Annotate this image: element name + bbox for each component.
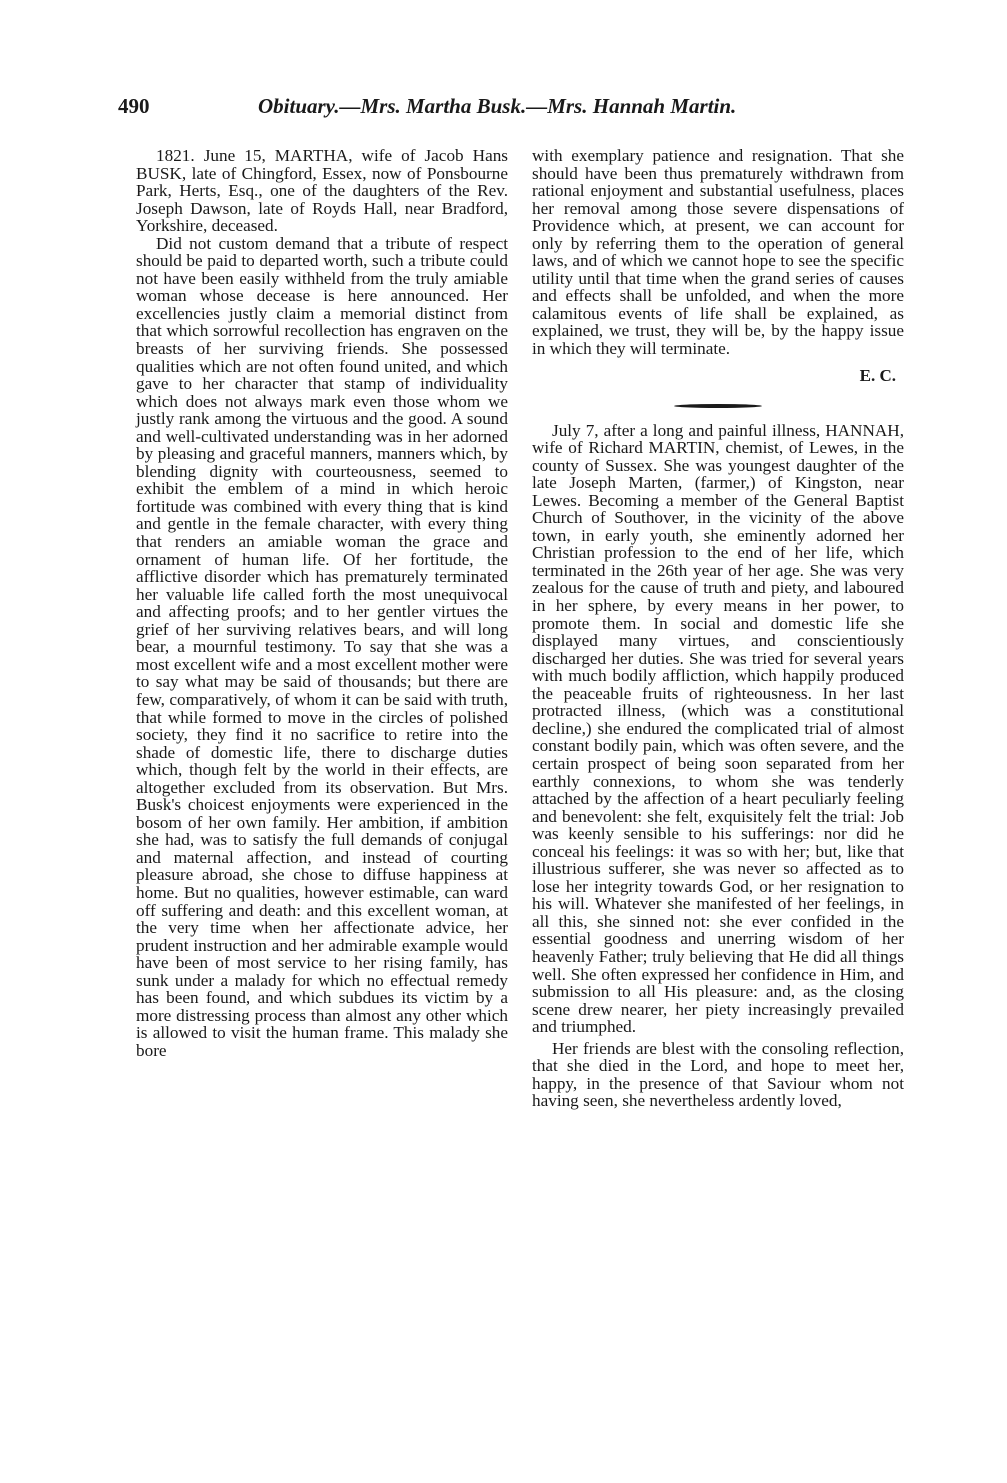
obituary-martin-body: July 7, after a long and painful illness, HANNAH, wife of Richard MARTIN, chemist, of Lewes, in the county of Sussex. She was youngest daughter of the late Joseph Marten, (farmer,) of Kingston, near Lewes. Becoming a member of the General Baptist Church of Southover, in the vicinity of the above town, in early youth, she eminently adorned her Christian profession to the end of her life, which terminated in the 26th year of her age. She was very zealous for the cause of truth and piety, and laboured in her sphere, by every means in her power, to promote them. In social and domestic life she displayed many virtues, and conscientiously discharged her duties. She was tried for several years with much bodily affliction, which happily produced the peaceable fruits of righteousness. In her last protracted illness, (which was a constitutional decline,) she endured the complicated trial of almost constant bodily pain, which was often severe, and the certain prospect of being soon separated from her earthly connexions, to whom she was tenderly attached by the affection of a heart peculiarly feeling and benevolent: she felt, exquisitely felt the trial: Job was keenly sensible to his sufferings: nor did he conceal his feelings: it was so with her; but, like that illustrious sufferer, she was never so affected as to lose her integrity towards God, or her resignation to his will. Whatever she manifested of her feelings, in all this, she sinned not: she ever confided in the essential goodness and unerring wisdom of her heavenly Father; truly believing that He did all things well. She often expressed her confidence in Him, and submission to all His pleasure: and, as the closing scene drew nearer, her piety increasingly prevailed and triumphed. bbox=[532, 420, 904, 1037]
page-number: 490 bbox=[118, 94, 150, 118]
right-column bbox=[532, 147, 904, 1110]
obituary-busk-continued: with exemplary patience and resignation. That she should have been thus prematurely withdrawn from rational enjoyment and substantial usefulness, places her removal among those severe dispensations of Providence which, at present, we can account for only by referring them to the operation of general laws, and of which we cannot hope to see the specific utility until that time when the grand series of causes and effects shall be unfolded, and when the more calamitous events of life shall be explained, as explained, we trust, they will be, by the happy issue in which they will terminate. bbox=[532, 146, 904, 359]
obituary-busk-intro: 1821. June 15, MARTHA, wife of Jacob Hans BUSK, late of Chingford, Essex, now of Ponsbourne Park, Herts, Esq., one of the daughters of the Rev. Joseph Dawson, late of Royds Hall, near Bradford, Yorkshire, deceased. bbox=[136, 146, 508, 236]
running-head: Obituary.—Mrs. Martha Busk.—Mrs. Hannah Martin. bbox=[258, 94, 737, 118]
section-divider bbox=[674, 404, 762, 408]
obituary-martin-closing: Her friends are blest with the consoling reflection, that she died in the Lord, and hope to meet her, happy, in the presence of that Saviour whom not having seen, she nevertheless ardently loved, bbox=[532, 1038, 904, 1111]
signature: E. C. bbox=[859, 365, 896, 385]
obituary-busk-body: Did not custom demand that a tribute of respect should be paid to departed worth, such a tribute could not have been easily withheld from the truly amiable woman whose decease is here announced. Her excellencies justly claim a memorial distinct from that which sorrowful recollection has engraven on the breasts of her surviving friends. She possessed qualities which are not often found united, and which gave to her character that stamp of individuality which does not always mark even those whom we justly rank among the virtuous and the good. A sound and well-cultivated understanding was in her adorned by pleasing and graceful manners, manners which, by blending dignity with courteousness, seemed to exhibit the emblem of a mind in which heroic fortitude was combined with every thing that is kind and gentle in the female character, with every thing that renders an amiable woman the grace and ornament of human life. Of her fortitude, the afflictive disorder which has prematurely terminated her valuable life called forth the most unequivocal and affecting proofs; and to her gentler virtues the grief of her surviving relatives bears, and will long bear, a mournful testimony. To say that she was a most excellent wife and a most excellent mother were to say what may be said of thousands; but there are few, comparatively, of whom it can be said with truth, that while formed to move in the circles of polished society, they find it no sacrifice to retire into the shade of domestic life, there to discharge duties which, though felt by the world in their effects, are altogether excluded from its observation. But Mrs. Busk's choicest enjoyments were experienced in the bosom of her own family. Her ambition, if ambition she had, was to satisfy the full demands of conjugal and maternal affection, and instead of courting pleasure abroad, she chose to diffuse happiness at home. But no qualities, however estimable, can ward off suffering and death: and this excellent woman, at the very time when her affectionate advice, her prudent instruction and her admirable example would have been of most service to her rising family, has sunk under a malady for which no effectual remedy has been found, and which subdues its victim by a more distressing process than almost any other which is allowed to visit the human frame. This malady she bore bbox=[136, 233, 508, 1060]
page-header bbox=[118, 94, 918, 124]
left-column bbox=[136, 147, 508, 1059]
